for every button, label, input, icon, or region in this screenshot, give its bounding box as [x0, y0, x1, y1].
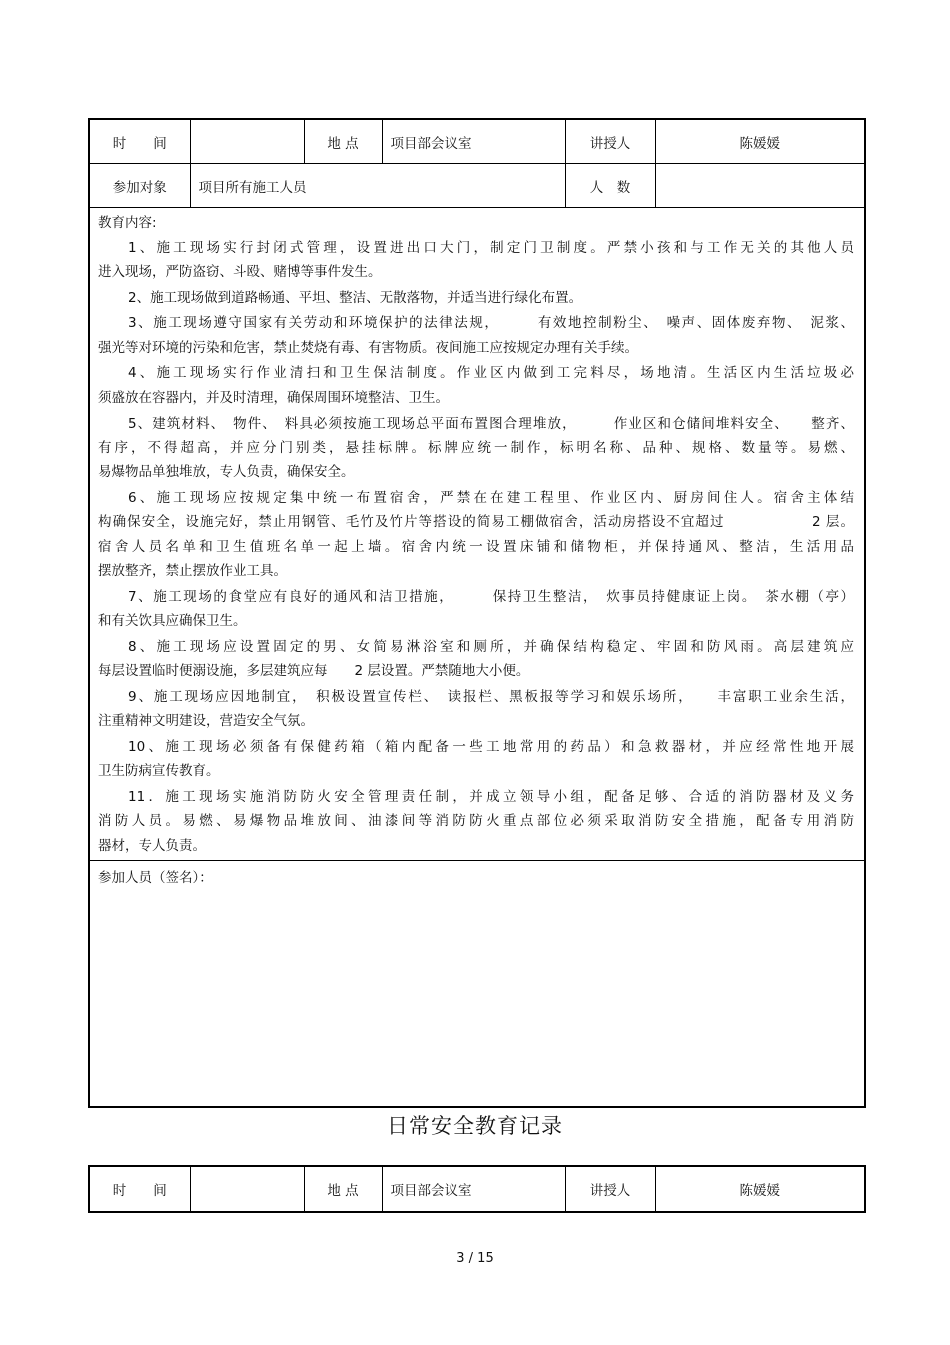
content-paragraph — [98, 735, 854, 784]
paragraph-line: 进入现场，严防盗窃、斗殴、赌博等事件发生。 — [98, 263, 382, 280]
header-row — [89, 1166, 865, 1212]
content-paragraph — [98, 685, 854, 734]
content-paragraph — [98, 412, 854, 485]
section-title: 日常安全教育记录 — [387, 1114, 563, 1138]
content-row — [89, 208, 865, 861]
paragraph-line: 注重精神文明建设，营造安全气氛。 — [98, 713, 314, 730]
content-paragraph — [98, 236, 854, 285]
paragraph-line: 10、施工现场必须备有保健药箱（箱内配备一些工地常用的药品）和急救器材，并应经常性地开展 — [128, 738, 854, 755]
lecturer-value: 陈媛媛 — [655, 1166, 865, 1212]
paragraph-line: 2、施工现场做到道路畅通、平坦、整洁、无散落物，并适当进行绿化布置。 — [128, 289, 583, 306]
paragraph-line: 3、施工现场遵守国家有关劳动和环境保护的法律法规， 有效地控制粉尘、 噪声、固体废弃物、 泥浆、 — [128, 315, 854, 332]
content-paragraph — [98, 585, 854, 634]
content-paragraph — [98, 486, 854, 583]
paragraph-line: 1、施工现场实行封闭式管理，设置进出口大门，制定门卫制度。严禁小孩和与工作无关的其他人员 — [128, 239, 854, 256]
paragraph-line: 有序，不得超高，并应分门别类，悬挂标牌。标牌应统一制作，标明名称、品种、规格、数量等。易燃、 — [98, 439, 854, 456]
education-record-table — [88, 118, 866, 1108]
paragraph-line: 摆放整齐，禁止摆放作业工具。 — [98, 562, 287, 579]
count-label: 人 数 — [565, 164, 655, 208]
place-value: 项目部会议室 — [382, 119, 565, 164]
paragraph-line: 须盛放在容器内，并及时清理，确保周围环境整洁、卫生。 — [98, 389, 449, 406]
paragraph-line: 6、施工现场应按规定集中统一布置宿舍，严禁在在建工程里、作业区内、厨房间住人。宿舍主体结 — [128, 489, 854, 506]
time-value — [190, 1166, 304, 1212]
place-label: 地 点 — [304, 1166, 382, 1212]
lecturer-value: 陈媛媛 — [655, 119, 865, 164]
participants-row — [89, 164, 865, 208]
paragraph-line: 5、建筑材料、 物件、 料具必须按施工现场总平面布置图合理堆放， 作业区和仓储间堆料安全、 整齐、 — [128, 415, 854, 432]
paragraph-line: 8、施工现场应设置固定的男、女简易淋浴室和厕所，并确保结构稳定、牢固和防风雨。高层建筑应 — [128, 638, 854, 655]
place-value: 项目部会议室 — [382, 1166, 565, 1212]
next-record-table — [88, 1165, 866, 1213]
paragraph-line: 强光等对环境的污染和危害，禁止焚烧有毒、有害物质。夜间施工应按规定办理有关手续。 — [98, 339, 638, 356]
signature-cell — [89, 861, 865, 1108]
content-paragraph — [98, 635, 854, 684]
time-value — [190, 119, 304, 164]
paragraph-line: 和有关饮具应确保卫生。 — [98, 612, 247, 629]
lecturer-label: 讲授人 — [565, 1166, 655, 1212]
paragraph-line: 每层设置临时便溺设施，多层建筑应每 2 层设置。严禁随地大小便。 — [98, 663, 530, 680]
lecturer-label: 讲授人 — [565, 119, 655, 164]
paragraph-line: 11．施工现场实施消防防火安全管理责任制，并成立领导小组，配备足够、合适的消防器材及义务 — [128, 789, 854, 806]
paragraph-line: 器材，专人负责。 — [98, 837, 206, 854]
content-label: 教育内容: — [98, 215, 157, 231]
signature-row — [89, 861, 865, 1108]
participants-value: 项目所有施工人员 — [190, 164, 565, 208]
place-label: 地 点 — [304, 119, 382, 164]
page-number: 3 / 15 — [456, 1251, 494, 1266]
signature-label: 参加人员（签名）： — [98, 870, 213, 886]
participants-label: 参加对象 — [89, 164, 190, 208]
content-paragraph — [98, 361, 854, 410]
paragraph-line: 4、施工现场实行作业清扫和卫生保洁制度。作业区内做到工完料尽，场地清。生活区内生活垃圾必 — [128, 365, 854, 382]
paragraph-line: 易爆物品单独堆放，专人负责，确保安全。 — [98, 464, 355, 481]
count-value — [655, 164, 865, 208]
paragraph-line: 宿舍人员名单和卫生值班名单一起上墙。宿舍内统一设置床铺和储物柜，并保持通风、整洁，生活用品 — [98, 538, 854, 555]
paragraph-line: 构确保安全，设施完好，禁止用钢管、毛竹及竹片等搭设的简易工棚做宿舍，活动房搭设不宜超过 2 层。 — [98, 514, 854, 531]
content-paragraph — [98, 286, 854, 310]
paragraph-line: 9、施工现场应因地制宜， 积极设置宣传栏、 读报栏、黑板报等学习和娱乐场所， 丰富职工业余生活， — [128, 688, 854, 705]
content-paragraph — [98, 785, 854, 858]
education-content-cell — [89, 208, 865, 861]
time-label: 时 间 — [89, 119, 190, 164]
paragraph-line: 7、施工现场的食堂应有良好的通风和洁卫措施， 保持卫生整洁， 炊事员持健康证上岗。 茶水棚（亭） — [128, 588, 854, 605]
time-label: 时 间 — [89, 1166, 190, 1212]
content-paragraph — [98, 311, 854, 360]
paragraph-line: 卫生防病宣传教育。 — [98, 763, 220, 780]
header-row — [89, 119, 865, 164]
paragraph-line: 消防人员。易燃、易爆物品堆放间、油漆间等消防防火重点部位必须采取消防安全措施，配备专用消防 — [98, 813, 854, 830]
content-paragraphs — [98, 236, 854, 858]
